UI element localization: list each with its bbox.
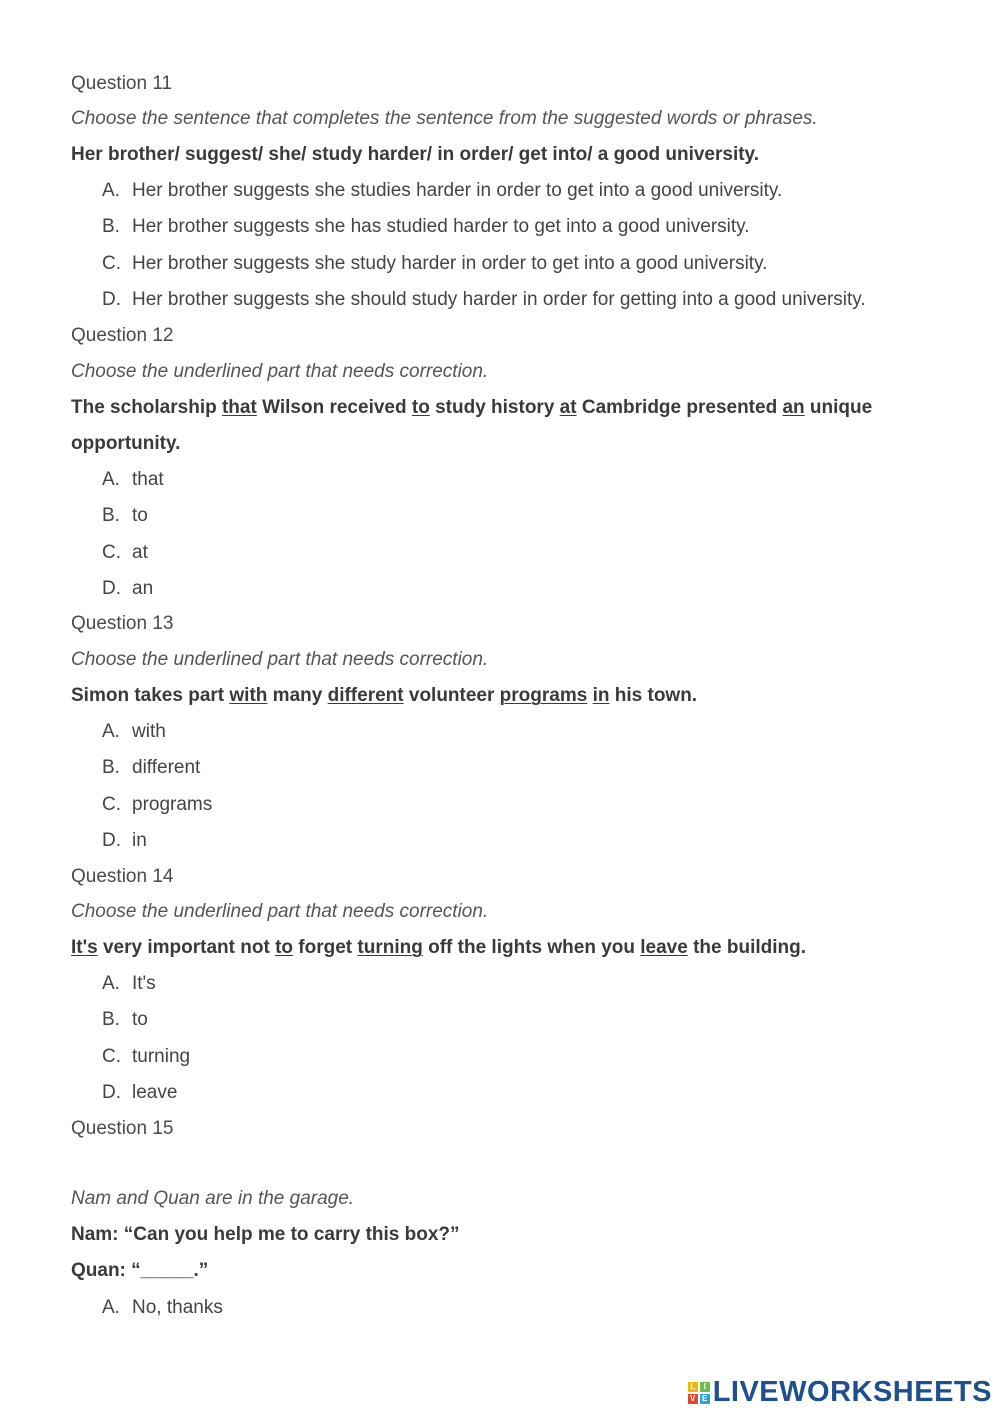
q11-option-a[interactable]	[102, 179, 782, 203]
option-text: different	[132, 757, 201, 778]
underlined-part: different	[327, 685, 404, 706]
q13-option-b[interactable]	[102, 756, 200, 780]
option-letter: B.	[102, 216, 120, 237]
question-12-instruction: Choose the underlined part that needs correction.	[71, 361, 489, 382]
option-letter: C.	[102, 253, 121, 274]
q12-option-b[interactable]	[102, 504, 148, 528]
q13-option-d[interactable]	[102, 829, 147, 853]
logo-icon: L I V E	[688, 1382, 710, 1404]
underlined-part: that	[221, 397, 257, 418]
question-14-instruction: Choose the underlined part that needs correction.	[71, 901, 489, 922]
q11-option-d[interactable]	[102, 288, 866, 312]
option-text: to	[132, 1009, 148, 1030]
question-15-dialogue-quan: Quan: “_____.”	[71, 1260, 209, 1281]
q14-option-b[interactable]	[102, 1008, 148, 1032]
option-letter: B.	[102, 505, 120, 526]
question-12-stem: The scholarship that Wilson received to study history at Cambridge presented an unique	[71, 397, 873, 418]
option-letter: A.	[102, 973, 120, 994]
option-letter: D.	[102, 1082, 121, 1103]
liveworksheets-logo	[688, 1376, 992, 1409]
q13-option-a[interactable]	[102, 720, 166, 744]
question-13-instruction: Choose the underlined part that needs correction.	[71, 649, 489, 670]
underlined-part: to	[275, 937, 293, 958]
q12-option-a[interactable]	[102, 468, 164, 492]
underlined-part: to	[411, 397, 430, 418]
option-text: to	[132, 505, 148, 526]
option-letter: A.	[102, 180, 120, 201]
q14-option-a[interactable]	[102, 972, 156, 996]
question-13-title: Question 13	[71, 613, 174, 634]
question-11-stem: Her brother/ suggest/ she/ study harder/ in order/ get into/ a good university.	[71, 144, 759, 165]
option-letter: A.	[102, 721, 120, 742]
underlined-part: with	[229, 685, 268, 706]
option-letter: A.	[102, 469, 120, 490]
q13-option-c[interactable]	[102, 793, 212, 817]
underlined-part: It's	[71, 937, 98, 958]
q12-option-c[interactable]	[102, 541, 148, 565]
underlined-part: an	[782, 397, 805, 418]
question-15-title: Question 15	[71, 1118, 174, 1139]
question-14-title: Question 14	[71, 866, 174, 887]
option-text: No, thanks	[132, 1297, 223, 1318]
question-13-stem: Simon takes part with many different volunteer programs in his town.	[71, 685, 698, 706]
option-text: in	[132, 830, 147, 851]
q12-option-d[interactable]	[102, 577, 153, 601]
question-14-stem: It's very important not to forget turning off the lights when you leave the building.	[71, 937, 807, 958]
brand-name: LIVEWORKSHEETS	[712, 1376, 992, 1408]
underlined-part: in	[592, 685, 610, 706]
option-text: Her brother suggests she has studied harder to get into a good university.	[132, 216, 750, 237]
question-11-title: Question 11	[71, 73, 173, 94]
option-text: at	[132, 542, 148, 563]
q15-option-a[interactable]	[102, 1296, 223, 1320]
option-text: Her brother suggests she study harder in order to get into a good university.	[132, 253, 768, 274]
option-letter: A.	[102, 1297, 120, 1318]
option-text: that	[132, 469, 164, 490]
option-letter: B.	[102, 1009, 120, 1030]
underlined-part: leave	[640, 937, 688, 958]
option-letter: B.	[102, 757, 120, 778]
q14-option-d[interactable]	[102, 1081, 177, 1105]
option-letter: D.	[102, 578, 121, 599]
option-text: turning	[132, 1046, 191, 1067]
option-letter: D.	[102, 289, 121, 310]
option-letter: C.	[102, 794, 121, 815]
option-letter: C.	[102, 1046, 121, 1067]
underlined-part: turning	[357, 937, 423, 958]
option-text: with	[132, 721, 166, 742]
option-text: Her brother suggests she should study harder in order for getting into a good university.	[132, 289, 866, 310]
question-15-context: Nam and Quan are in the garage.	[71, 1188, 355, 1209]
underlined-part: at	[559, 397, 577, 418]
option-text: an	[132, 578, 154, 599]
option-letter: C.	[102, 542, 121, 563]
option-letter: D.	[102, 830, 121, 851]
option-text: It's	[132, 973, 156, 994]
option-text: programs	[132, 794, 213, 815]
question-11-instruction: Choose the sentence that completes the sentence from the suggested words or phrases.	[71, 108, 818, 129]
question-12-stem-continued: opportunity.	[71, 433, 181, 454]
q11-option-c[interactable]	[102, 252, 767, 276]
q14-option-c[interactable]	[102, 1045, 190, 1069]
underlined-part: programs	[499, 685, 588, 706]
option-text: Her brother suggests she studies harder in order to get into a good university.	[132, 180, 783, 201]
question-15-dialogue-nam: Nam: “Can you help me to carry this box?”	[71, 1224, 460, 1245]
option-text: leave	[132, 1082, 178, 1103]
question-12-title: Question 12	[71, 325, 174, 346]
q11-option-b[interactable]	[102, 215, 750, 239]
